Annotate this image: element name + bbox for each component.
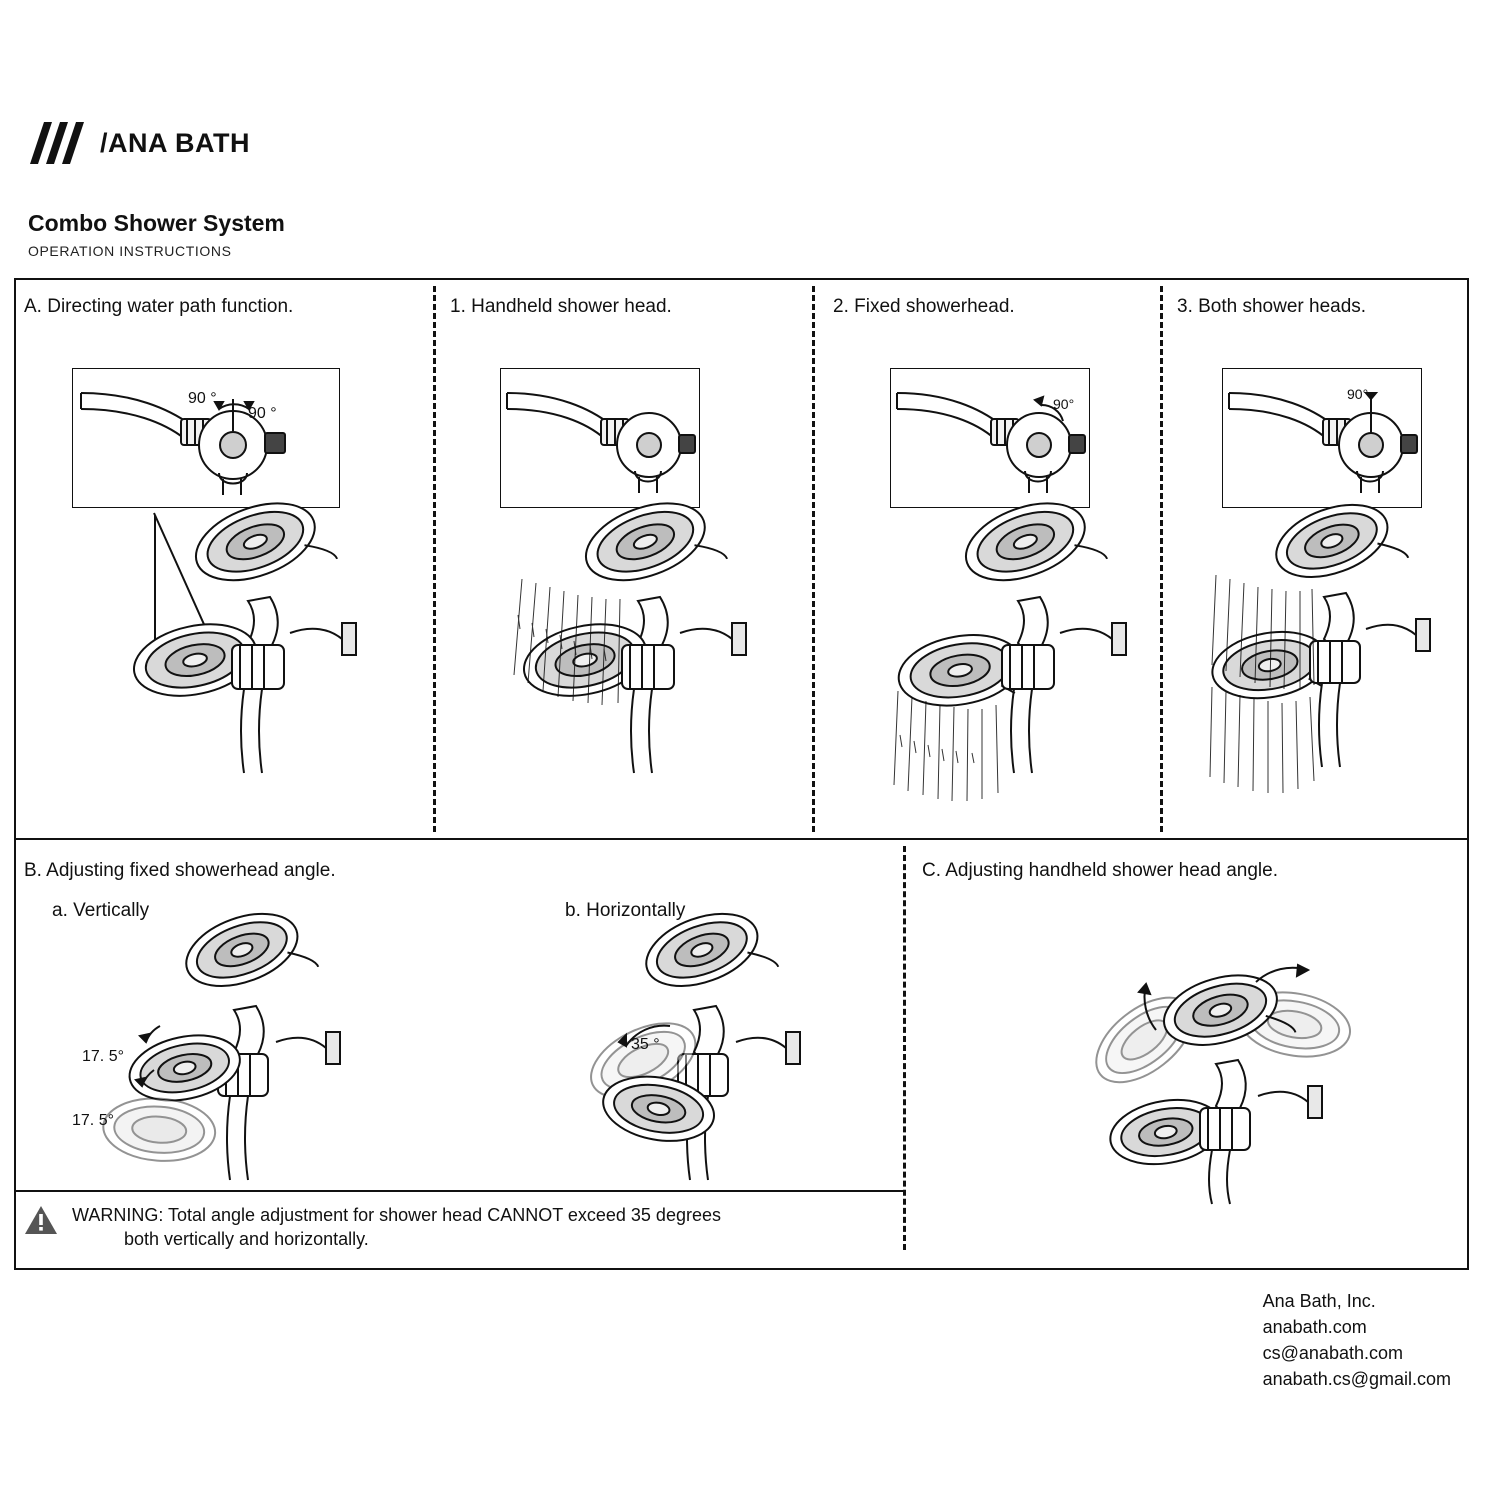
page-subtitle: OPERATION INSTRUCTIONS xyxy=(28,243,232,259)
angle-label-vertical-1: 17. 5° xyxy=(82,1048,124,1065)
warning-text xyxy=(72,1203,721,1252)
footer-email-primary[interactable]: cs@anabath.com xyxy=(1262,1343,1403,1364)
warning-line-2: both vertically and horizontally. xyxy=(124,1229,369,1250)
ana-bath-logo-icon xyxy=(28,120,90,166)
diagram-horizontal-adjust xyxy=(560,922,900,1192)
panel-title-2: 2. Fixed showerhead. xyxy=(833,296,1015,317)
valve-angle-label-3: 90° xyxy=(1347,386,1369,402)
diagram-shower-assembly-a xyxy=(120,505,440,795)
diagram-shower-assembly-1 xyxy=(510,505,840,805)
footer-website[interactable]: anabath.com xyxy=(1262,1317,1367,1338)
diagram-handheld-angle xyxy=(1060,960,1420,1210)
footer-company: Ana Bath, Inc. xyxy=(1262,1291,1376,1311)
warning-triangle-icon xyxy=(24,1205,58,1235)
angle-label-vertical-2: 17. 5° xyxy=(72,1112,114,1129)
valve-inset-3 xyxy=(1222,368,1422,508)
valve-inset-2 xyxy=(890,368,1090,508)
page-title: Combo Shower System xyxy=(28,210,285,236)
panel-title-1: 1. Handheld shower head. xyxy=(450,296,672,317)
panel-subtitle-b-vertical: a. Vertically xyxy=(52,900,150,921)
panel-title-a: A. Directing water path function. xyxy=(24,296,294,317)
warning-line-1: WARNING: Total angle adjustment for shower head CANNOT exceed 35 degrees xyxy=(72,1205,721,1225)
diagram-shower-assembly-2 xyxy=(890,505,1220,825)
panel-title-c: C. Adjusting handheld shower head angle. xyxy=(922,860,1278,881)
valve-angle-label-a-left: 90 ° xyxy=(188,390,217,407)
brand-header xyxy=(28,120,250,166)
footer-email-secondary[interactable]: anabath.cs@gmail.com xyxy=(1262,1369,1451,1390)
warning-divider xyxy=(14,1190,903,1192)
footer-contact xyxy=(1263,1288,1451,1392)
valve-angle-label-a-right: 90 ° xyxy=(248,405,277,422)
angle-label-horizontal: 35 ° xyxy=(631,1036,660,1053)
valve-inset-a xyxy=(72,368,340,508)
panel-title-3: 3. Both shower heads. xyxy=(1177,296,1367,317)
brand-name: /ANA BATH xyxy=(100,127,250,158)
diagram-vertical-adjust xyxy=(100,922,440,1192)
warning-block xyxy=(24,1203,904,1252)
panel-divider-4 xyxy=(903,846,906,1250)
valve-angle-label-2: 90° xyxy=(1053,396,1075,412)
row-divider xyxy=(14,838,1469,840)
panel-title-b: B. Adjusting fixed showerhead angle. xyxy=(24,860,336,881)
diagram-shower-assembly-3 xyxy=(1210,505,1480,825)
valve-inset-1 xyxy=(500,368,700,508)
panel-subtitle-b-horizontal: b. Horizontally xyxy=(565,900,686,921)
